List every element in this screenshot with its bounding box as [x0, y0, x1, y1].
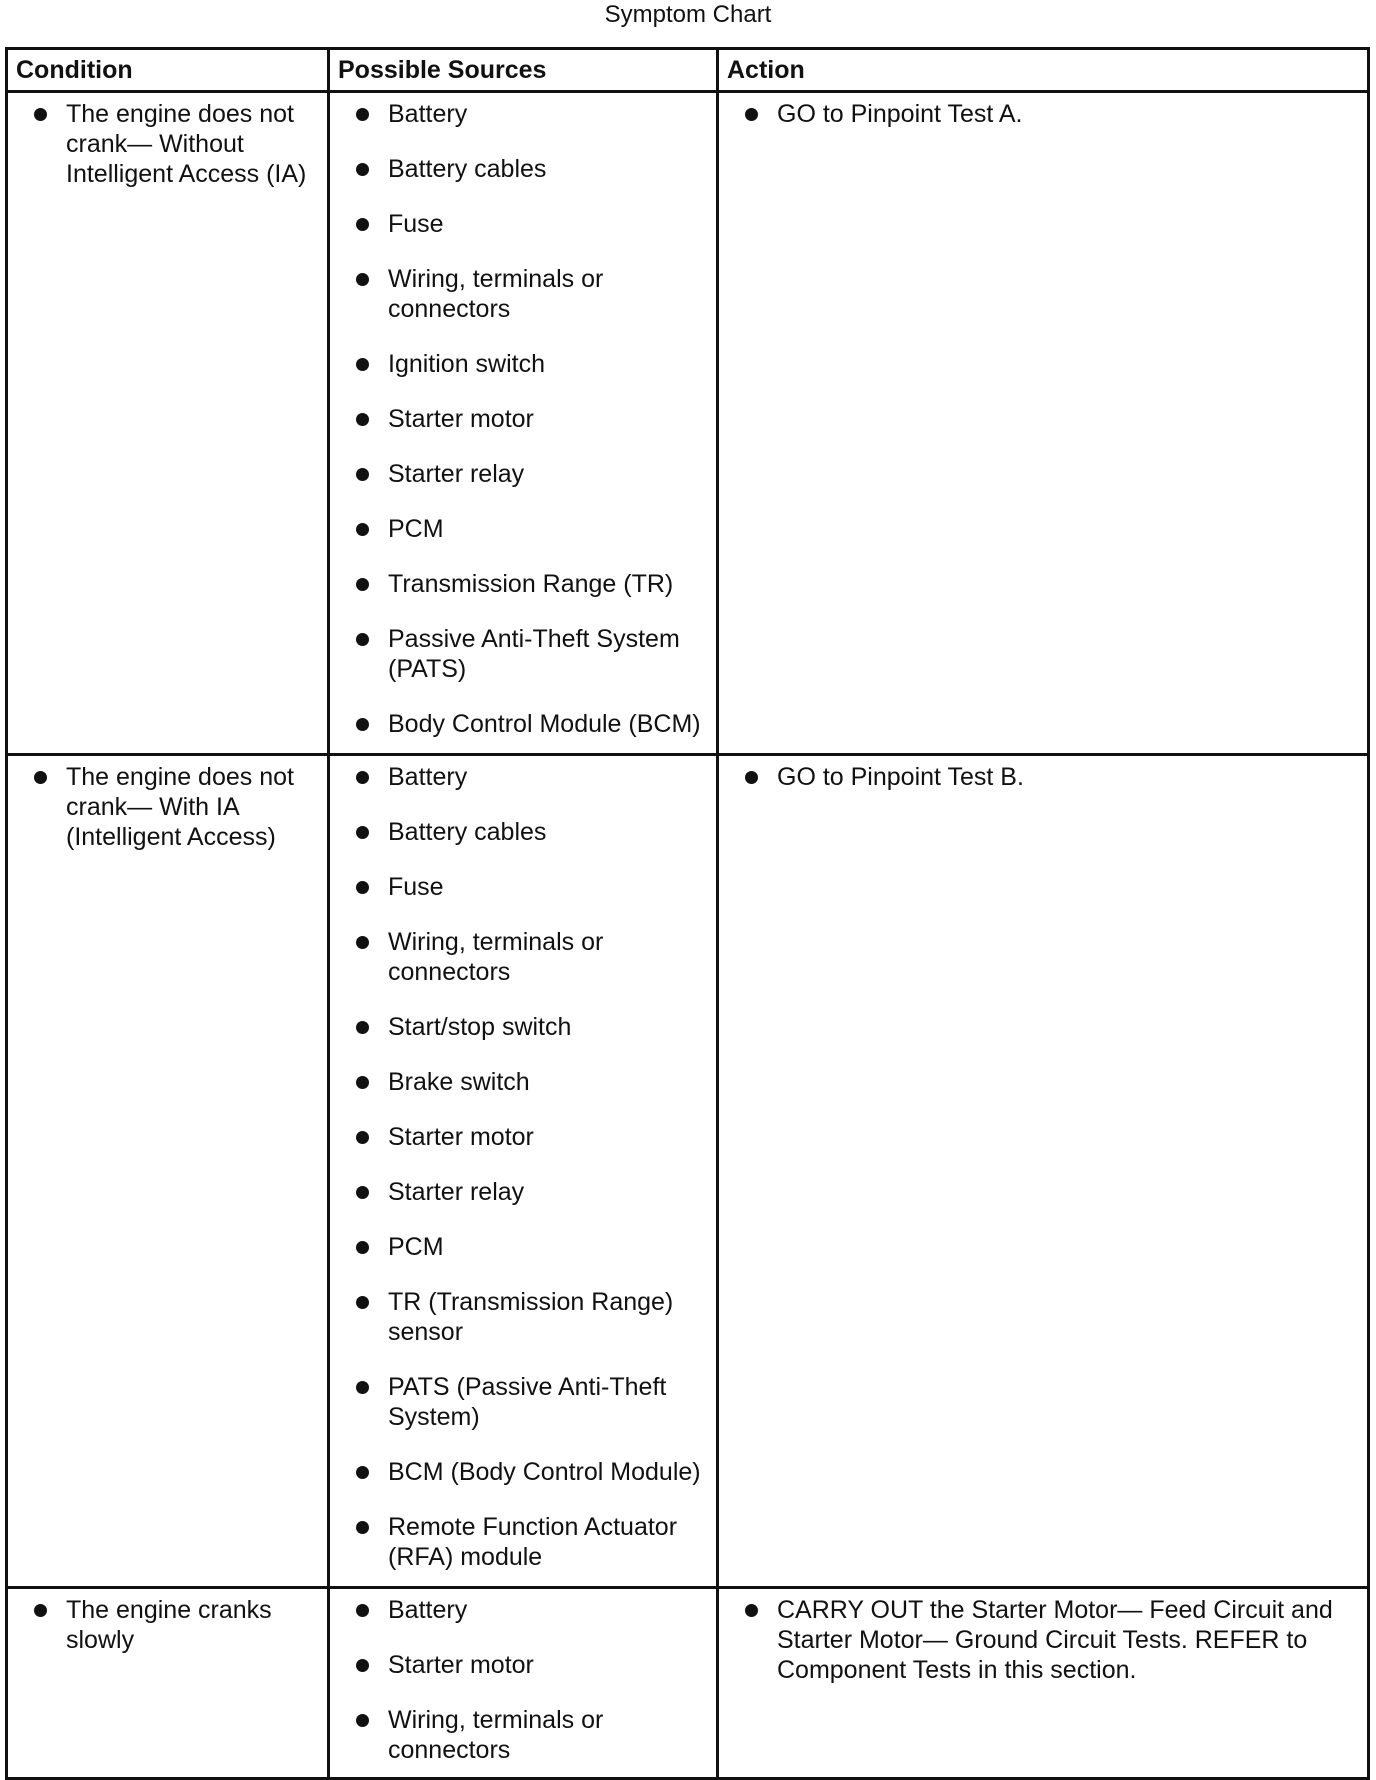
table-row	[7, 1588, 1369, 1779]
source-item: Starter motor	[330, 1650, 708, 1680]
header-row	[7, 49, 1369, 92]
condition-text: The engine does not crank— With IA (Intelligent Access)	[8, 762, 319, 852]
source-item: Starter motor	[330, 1122, 708, 1152]
chart-title: Symptom Chart	[604, 1, 772, 28]
header-action: Action	[718, 49, 1369, 92]
source-item: Ignition switch	[330, 349, 708, 379]
source-item: Fuse	[330, 209, 708, 239]
table-row	[7, 92, 1369, 755]
source-item: Starter motor	[330, 404, 708, 434]
header-condition: Condition	[7, 49, 329, 92]
condition-text: The engine cranks slowly	[8, 1595, 319, 1655]
sources-cell	[329, 755, 718, 1588]
condition-text: The engine does not crank— Without Intelligent Access (IA)	[8, 99, 319, 189]
source-item: Battery cables	[330, 817, 708, 847]
source-item: Wiring, terminals or connectors	[330, 1705, 708, 1765]
sources-cell	[329, 1588, 718, 1779]
source-item: PCM	[330, 514, 708, 544]
source-item: Starter relay	[330, 1177, 708, 1207]
action-cell	[718, 1588, 1369, 1779]
source-item: Battery	[330, 762, 708, 792]
condition-cell	[7, 755, 329, 1588]
action-text: GO to Pinpoint Test B.	[719, 762, 1359, 792]
source-item: BCM (Body Control Module)	[330, 1457, 708, 1487]
source-item: Starter relay	[330, 459, 708, 489]
source-item: Battery cables	[330, 154, 708, 184]
source-item: Fuse	[330, 872, 708, 902]
source-item: PATS (Passive Anti-Theft System)	[330, 1372, 708, 1432]
condition-cell	[7, 1588, 329, 1779]
action-text: GO to Pinpoint Test A.	[719, 99, 1359, 129]
source-item: Body Control Module (BCM)	[330, 709, 708, 739]
table-row	[7, 755, 1369, 1588]
action-cell	[718, 755, 1369, 1588]
source-item: Wiring, terminals or connectors	[330, 927, 708, 987]
sources-cell	[329, 92, 718, 755]
symptom-chart-table	[5, 47, 1370, 1780]
source-item: Start/stop switch	[330, 1012, 708, 1042]
source-item: Wiring, terminals or connectors	[330, 264, 708, 324]
condition-cell	[7, 92, 329, 755]
source-item: Passive Anti-Theft System (PATS)	[330, 624, 708, 684]
source-item: PCM	[330, 1232, 708, 1262]
source-item: Transmission Range (TR)	[330, 569, 708, 599]
action-text: CARRY OUT the Starter Motor— Feed Circuit and Starter Motor— Ground Circuit Tests. REFER to Component Tests in this section.	[719, 1595, 1359, 1685]
action-cell	[718, 92, 1369, 755]
source-item: Brake switch	[330, 1067, 708, 1097]
source-item: Battery	[330, 99, 708, 129]
source-item: TR (Transmission Range) sensor	[330, 1287, 708, 1347]
header-possible-sources: Possible Sources	[329, 49, 718, 92]
source-item: Remote Function Actuator (RFA) module	[330, 1512, 708, 1572]
source-item: Battery	[330, 1595, 708, 1625]
